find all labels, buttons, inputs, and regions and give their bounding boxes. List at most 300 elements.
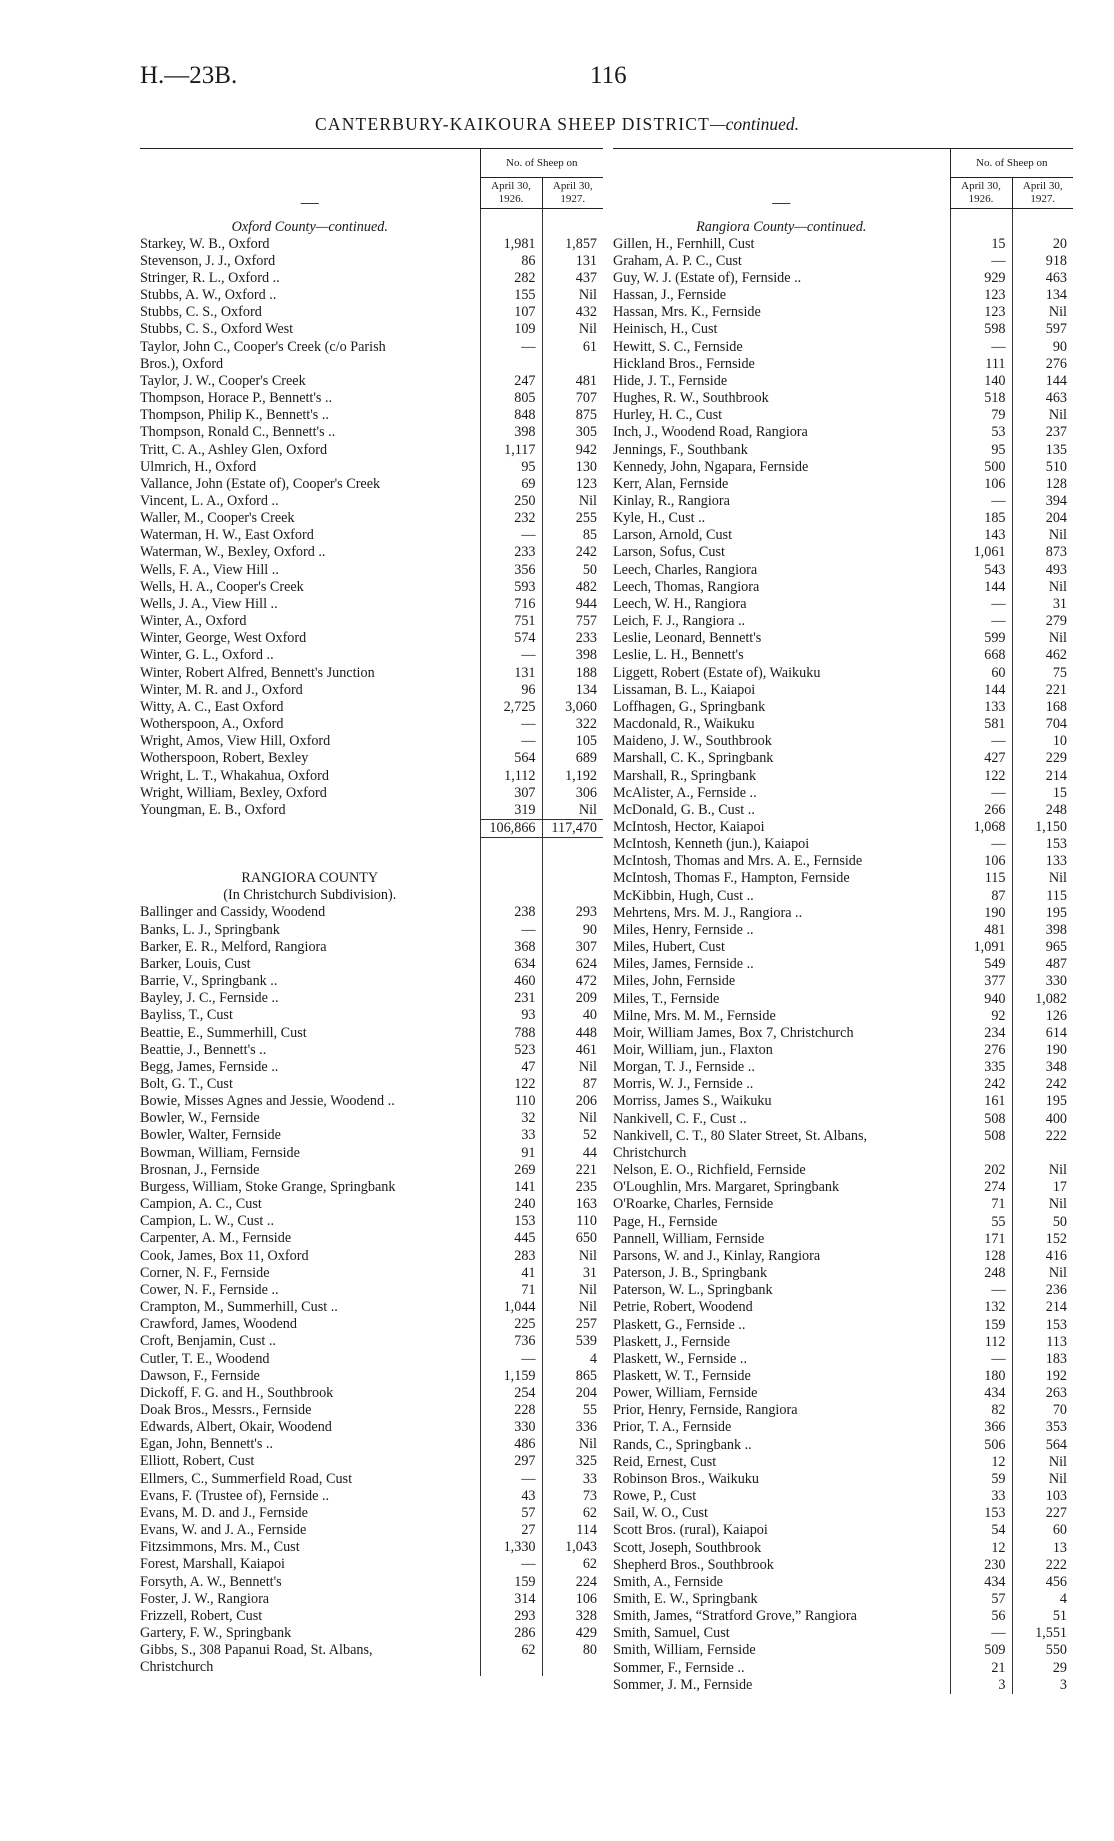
owner-name-cell: Banks, L. J., Springbank bbox=[140, 921, 280, 938]
table-row bbox=[613, 1625, 1073, 1642]
owner-name-cell: Robinson Bros., Waikuku bbox=[613, 1470, 759, 1487]
table-row bbox=[613, 1214, 1073, 1231]
count-1926-cell: 140 bbox=[950, 373, 1012, 390]
owner-name-cell: Christchurch bbox=[140, 1659, 214, 1676]
owner-name-cell: Hassan, Mrs. K., Fernside bbox=[613, 304, 761, 321]
table-row bbox=[613, 1282, 1073, 1299]
rangiora-subdivision-label: (In Christchurch Subdivision). bbox=[223, 887, 397, 904]
owner-name-cell: Bayley, J. C., Fernside .. bbox=[140, 990, 279, 1007]
owner-name-cell: O'Roarke, Charles, Fernside bbox=[613, 1196, 774, 1213]
owner-name-cell: Leich, F. J., Rangiora .. bbox=[613, 613, 746, 630]
table-row bbox=[613, 579, 1073, 596]
owner-name-cell: Bowie, Misses Agnes and Jessie, Woodend .. bbox=[140, 1093, 395, 1110]
count-1927-cell: Nil bbox=[542, 802, 603, 820]
count-1927-cell: 564 bbox=[1012, 1437, 1073, 1454]
table-row bbox=[613, 905, 1073, 922]
count-1927-cell: 29 bbox=[1012, 1660, 1073, 1677]
count-1927-cell: Nil bbox=[1012, 527, 1073, 544]
count-1927-cell: Nil bbox=[542, 1059, 603, 1076]
table-row bbox=[613, 236, 1073, 253]
table-row bbox=[140, 990, 603, 1007]
owner-name-cell: Hewitt, S. C., Fernside bbox=[613, 338, 743, 355]
count-1927-cell: 461 bbox=[542, 1042, 603, 1059]
table-row bbox=[613, 1454, 1073, 1471]
count-1927-cell: 229 bbox=[1012, 750, 1073, 767]
owner-name-cell: Bolt, G. T., Cust bbox=[140, 1076, 233, 1092]
count-1927-cell: 322 bbox=[542, 716, 603, 733]
count-1926-cell: 59 bbox=[950, 1471, 1012, 1488]
empty-cell bbox=[480, 860, 542, 887]
count-1926-cell: — bbox=[950, 733, 1012, 750]
owner-name-cell: Kinlay, R., Rangiora bbox=[613, 493, 730, 509]
owner-name-cell: Crawford, James, Woodend bbox=[140, 1316, 297, 1333]
table-row bbox=[613, 442, 1073, 459]
table-row bbox=[613, 1248, 1073, 1265]
count-1927-cell: Nil bbox=[542, 1282, 603, 1299]
count-1926-cell: 91 bbox=[480, 1145, 542, 1162]
table-row bbox=[613, 1111, 1073, 1128]
count-1926-cell: — bbox=[950, 253, 1012, 270]
owner-name-cell: Bayliss, T., Cust bbox=[140, 1007, 233, 1024]
count-1927-cell: 248 bbox=[1012, 802, 1073, 819]
owner-name-cell: Leech, Thomas, Rangiora bbox=[613, 578, 760, 595]
table-row bbox=[613, 956, 1073, 973]
table-row bbox=[613, 1299, 1073, 1316]
table-row bbox=[613, 922, 1073, 939]
count-1927-cell: 237 bbox=[1012, 424, 1073, 441]
count-1926-cell: 668 bbox=[950, 647, 1012, 664]
count-1927-cell: 103 bbox=[1012, 1488, 1073, 1505]
count-1927-cell: 128 bbox=[1012, 476, 1073, 493]
count-1927-cell: 214 bbox=[1012, 1299, 1073, 1316]
count-1926-cell: 123 bbox=[950, 287, 1012, 304]
owner-name-cell: Winter, G. L., Oxford .. bbox=[140, 647, 274, 664]
owner-name-cell: Wright, Amos, View Hill, Oxford bbox=[140, 733, 331, 750]
owner-name-cell: Stubbs, C. S., Oxford West bbox=[140, 321, 294, 338]
count-1926-cell: 1,068 bbox=[950, 819, 1012, 836]
owner-name-cell: Morgan, T. J., Fernside .. bbox=[613, 1059, 755, 1076]
count-1927-cell: 757 bbox=[542, 613, 603, 630]
count-1926-cell: 1,044 bbox=[480, 1299, 542, 1316]
count-1926-cell: 500 bbox=[950, 459, 1012, 476]
table-row bbox=[613, 356, 1073, 373]
count-1926-cell: 276 bbox=[950, 1042, 1012, 1059]
table-row bbox=[613, 493, 1073, 510]
count-1927-cell: 437 bbox=[542, 270, 603, 287]
count-1926-cell: 293 bbox=[480, 1608, 542, 1625]
count-1926-cell: 282 bbox=[480, 270, 542, 287]
table-row bbox=[613, 1059, 1073, 1076]
table-row bbox=[140, 733, 603, 750]
table-row bbox=[140, 1505, 603, 1522]
count-1926-cell: 940 bbox=[950, 991, 1012, 1008]
count-1926-cell: — bbox=[480, 922, 542, 939]
count-1926-cell: 240 bbox=[480, 1196, 542, 1213]
count-1926-cell: 54 bbox=[950, 1522, 1012, 1539]
table-row bbox=[140, 390, 603, 407]
count-1926-cell: 230 bbox=[950, 1557, 1012, 1574]
owner-name-cell: Wells, J. A., View Hill .. bbox=[140, 595, 278, 612]
count-1927-cell: 227 bbox=[1012, 1505, 1073, 1522]
owner-name-cell: Rowe, P., Cust bbox=[613, 1488, 697, 1505]
owner-name-cell: Power, William, Fernside bbox=[613, 1385, 758, 1402]
table-row bbox=[140, 544, 603, 561]
count-1926-cell: — bbox=[950, 785, 1012, 802]
owner-name-cell: Petrie, Robert, Woodend bbox=[613, 1299, 753, 1316]
table-row bbox=[140, 939, 603, 956]
count-1927-cell: 44 bbox=[542, 1145, 603, 1162]
count-1926-cell: 79 bbox=[950, 407, 1012, 424]
owner-name-cell: Miles, T., Fernside bbox=[613, 990, 720, 1007]
owner-name-cell: McIntosh, Thomas F., Hampton, Fernside bbox=[613, 870, 850, 887]
owner-name-cell: Morris, W. J., Fernside .. bbox=[613, 1076, 754, 1093]
table-row bbox=[613, 1093, 1073, 1110]
owner-name-cell: Marshall, R., Springbank bbox=[613, 767, 757, 784]
count-1927-cell: 195 bbox=[1012, 1093, 1073, 1110]
table-row bbox=[140, 1488, 603, 1505]
owner-name-cell: Hide, J. T., Fernside bbox=[613, 372, 728, 389]
count-1926-cell: 335 bbox=[950, 1059, 1012, 1076]
count-1927-cell: 55 bbox=[542, 1402, 603, 1419]
total-1926-cell: 106,866 bbox=[480, 819, 542, 837]
count-1927-cell: 126 bbox=[1012, 1008, 1073, 1025]
owner-name-cell: Cook, James, Box 11, Oxford bbox=[140, 1247, 309, 1264]
count-1926-cell: 805 bbox=[480, 390, 542, 407]
table-row bbox=[613, 1128, 1073, 1145]
count-1926-cell: — bbox=[950, 1625, 1012, 1642]
count-1926-cell: 330 bbox=[480, 1419, 542, 1436]
count-1927-cell bbox=[1012, 1145, 1073, 1162]
owner-name-cell: Campion, L. W., Cust .. bbox=[140, 1213, 275, 1230]
count-1926-cell: 593 bbox=[480, 579, 542, 596]
owner-name-cell: Ellmers, C., Summerfield Road, Cust bbox=[140, 1470, 353, 1487]
owner-name-cell: Hurley, H. C., Cust bbox=[613, 407, 723, 424]
page-number: 116 bbox=[590, 62, 627, 89]
count-1926-cell: 27 bbox=[480, 1522, 542, 1539]
count-1927-cell: 4 bbox=[542, 1351, 603, 1368]
count-1927-cell: 214 bbox=[1012, 768, 1073, 785]
owner-name-cell: Crampton, M., Summerhill, Cust .. bbox=[140, 1299, 338, 1316]
count-1927-cell: Nil bbox=[542, 321, 603, 338]
count-1926-cell: 247 bbox=[480, 373, 542, 390]
owner-name-cell: Evans, F. (Trustee of), Fernside .. bbox=[140, 1487, 330, 1504]
count-1927-cell: 255 bbox=[542, 510, 603, 527]
owner-name-cell: Larson, Arnold, Cust bbox=[613, 527, 733, 544]
count-1926-cell: — bbox=[950, 1351, 1012, 1368]
count-1927-cell: 307 bbox=[542, 939, 603, 956]
table-row bbox=[140, 424, 603, 441]
owner-name-cell: Ulmrich, H., Oxford bbox=[140, 458, 257, 475]
count-1926-cell: 33 bbox=[480, 1127, 542, 1144]
owner-name-cell: Scott Bros. (rural), Kaiapoi bbox=[613, 1522, 768, 1539]
count-1926-cell: 106 bbox=[950, 853, 1012, 870]
count-1927-cell: Nil bbox=[542, 493, 603, 510]
owner-name-cell: Egan, John, Bennett's .. bbox=[140, 1436, 273, 1453]
rangiora-county-continued-heading: Rangiora County—continued. bbox=[696, 218, 867, 235]
count-1927-cell: 400 bbox=[1012, 1111, 1073, 1128]
table-row bbox=[140, 1402, 603, 1419]
owner-name-cell: Sommer, J. M., Fernside bbox=[613, 1676, 753, 1693]
count-1926-cell: 47 bbox=[480, 1059, 542, 1076]
owner-name-cell: Prior, Henry, Fernside, Rangiora bbox=[613, 1402, 798, 1419]
count-1926-cell: 92 bbox=[950, 1008, 1012, 1025]
owner-name-cell: Hassan, J., Fernside bbox=[613, 287, 727, 304]
table-row bbox=[140, 1110, 603, 1127]
table-row bbox=[140, 802, 603, 820]
count-1927-cell: 689 bbox=[542, 750, 603, 767]
count-1927-cell: Nil bbox=[1012, 1471, 1073, 1488]
count-1926-cell: 143 bbox=[950, 527, 1012, 544]
count-1926-cell: 107 bbox=[480, 304, 542, 321]
empty-cell bbox=[542, 860, 603, 887]
page-header bbox=[140, 62, 1050, 92]
count-1926-cell: 307 bbox=[480, 785, 542, 802]
count-1926-cell: — bbox=[480, 733, 542, 750]
owner-name-cell: Winter, George, West Oxford bbox=[140, 630, 307, 647]
table-row bbox=[140, 1591, 603, 1608]
count-1927-cell: 597 bbox=[1012, 321, 1073, 338]
table-row bbox=[613, 973, 1073, 990]
count-1927-cell: 1,857 bbox=[542, 236, 603, 253]
count-1926-cell: 123 bbox=[950, 304, 1012, 321]
table-row bbox=[613, 1574, 1073, 1591]
table-row bbox=[140, 1574, 603, 1591]
table-row bbox=[140, 1145, 603, 1162]
page-title-suffix: —continued. bbox=[710, 114, 799, 134]
count-1927-cell: 242 bbox=[542, 544, 603, 561]
owner-name-cell: Nankivell, C. T., 80 Slater Street, St. Albans, bbox=[613, 1127, 868, 1144]
count-1926-cell: 132 bbox=[950, 1299, 1012, 1316]
table-row bbox=[140, 1556, 603, 1573]
table-row bbox=[613, 1437, 1073, 1454]
count-1927-cell: 33 bbox=[542, 1471, 603, 1488]
owner-name-cell: Waller, M., Cooper's Creek bbox=[140, 510, 295, 527]
table-row bbox=[140, 373, 603, 390]
owner-name-cell: Inch, J., Woodend Road, Rangiora bbox=[613, 424, 808, 441]
count-1926-cell: 1,061 bbox=[950, 544, 1012, 561]
count-1927-cell: 40 bbox=[542, 1007, 603, 1024]
count-1926-cell: 549 bbox=[950, 956, 1012, 973]
count-1927-cell: 510 bbox=[1012, 459, 1073, 476]
count-1926-cell: 1,330 bbox=[480, 1539, 542, 1556]
count-1926-cell: 161 bbox=[950, 1093, 1012, 1110]
count-1927-cell: 85 bbox=[542, 527, 603, 544]
table-row bbox=[140, 1385, 603, 1402]
count-1927-cell: Nil bbox=[542, 287, 603, 304]
table-row bbox=[140, 442, 603, 459]
table-row bbox=[140, 407, 603, 424]
owner-name-cell: Thompson, Ronald C., Bennett's .. bbox=[140, 424, 336, 441]
owner-name-cell: Winter, M. R. and J., Oxford bbox=[140, 681, 303, 698]
count-1927-cell: Nil bbox=[542, 1248, 603, 1265]
owner-name-cell: Lissaman, B. L., Kaiapoi bbox=[613, 681, 756, 698]
owner-name-cell: Larson, Sofus, Cust bbox=[613, 544, 725, 561]
owner-name-cell: Wotherspoon, Robert, Bexley bbox=[140, 750, 309, 767]
owner-name-cell: Scott, Joseph, Southbrook bbox=[613, 1539, 762, 1556]
count-1926-cell: 122 bbox=[950, 768, 1012, 785]
count-1926-cell bbox=[480, 356, 542, 373]
count-1926-cell: 283 bbox=[480, 1248, 542, 1265]
owner-name-cell: Vincent, L. A., Oxford .. bbox=[140, 493, 279, 509]
count-1926-cell: 171 bbox=[950, 1231, 1012, 1248]
table-row bbox=[613, 939, 1073, 956]
table-row bbox=[613, 304, 1073, 321]
name-column-header: — bbox=[613, 149, 950, 209]
count-1926-cell: 286 bbox=[480, 1625, 542, 1642]
table-row bbox=[140, 1093, 603, 1110]
count-1927-cell: 550 bbox=[1012, 1642, 1073, 1659]
owner-name-cell: Moir, William, jun., Flaxton bbox=[613, 1042, 773, 1058]
owner-name-cell: Gartery, F. W., Springbank bbox=[140, 1625, 292, 1641]
count-1927-cell: 224 bbox=[542, 1574, 603, 1591]
count-1926-cell: — bbox=[480, 339, 542, 356]
page-code: H.—23B. bbox=[140, 62, 238, 89]
count-1927-cell: 75 bbox=[1012, 665, 1073, 682]
table-row bbox=[613, 888, 1073, 905]
count-1927-cell: 135 bbox=[1012, 442, 1073, 459]
table-row bbox=[613, 802, 1073, 819]
table-row bbox=[613, 1368, 1073, 1385]
count-1927-cell: 61 bbox=[542, 339, 603, 356]
count-1927-cell: 873 bbox=[1012, 544, 1073, 561]
owner-name-cell: Fitzsimmons, Mrs. M., Cust bbox=[140, 1539, 300, 1556]
count-1927-cell: 4 bbox=[1012, 1591, 1073, 1608]
owner-name-cell: Morriss, James S., Waikuku bbox=[613, 1093, 772, 1110]
count-1927-cell: 114 bbox=[542, 1522, 603, 1539]
owner-name-cell: Waterman, H. W., East Oxford bbox=[140, 527, 314, 544]
owner-name-cell: Smith, A., Fernside bbox=[613, 1573, 723, 1590]
count-1926-cell: — bbox=[950, 613, 1012, 630]
count-1927-cell: 17 bbox=[1012, 1179, 1073, 1196]
owner-name-cell: Smith, Samuel, Cust bbox=[613, 1625, 730, 1642]
table-row bbox=[140, 750, 603, 767]
count-1926-cell: 231 bbox=[480, 990, 542, 1007]
count-1927-cell: 353 bbox=[1012, 1419, 1073, 1436]
owner-name-cell: Gibbs, S., 308 Papanui Road, St. Albans, bbox=[140, 1642, 373, 1659]
count-1926-cell: 153 bbox=[480, 1213, 542, 1230]
count-1927-cell: 865 bbox=[542, 1368, 603, 1385]
count-1927-cell: 448 bbox=[542, 1025, 603, 1042]
page-title-main: CANTERBURY-KAIKOURA SHEEP DISTRICT bbox=[315, 114, 711, 134]
count-1926-cell: 53 bbox=[950, 424, 1012, 441]
owner-name-cell: Plaskett, J., Fernside bbox=[613, 1333, 731, 1350]
count-1926-cell: 509 bbox=[950, 1642, 1012, 1659]
count-1926-cell: — bbox=[480, 1471, 542, 1488]
table-row bbox=[613, 819, 1073, 836]
count-1926-cell: — bbox=[950, 836, 1012, 853]
owner-name-cell: Christchurch bbox=[613, 1144, 687, 1161]
count-1927-cell: Nil bbox=[1012, 1454, 1073, 1471]
count-1927-cell: 113 bbox=[1012, 1334, 1073, 1351]
count-1926-cell: 599 bbox=[950, 630, 1012, 647]
count-1927-cell: 192 bbox=[1012, 1368, 1073, 1385]
owner-name-cell: Foster, J. W., Rangiora bbox=[140, 1590, 270, 1607]
count-1927-cell: 133 bbox=[1012, 853, 1073, 870]
table-row bbox=[613, 562, 1073, 579]
count-1927-cell: 60 bbox=[1012, 1522, 1073, 1539]
owner-name-cell: Beattie, E., Summerhill, Cust bbox=[140, 1024, 307, 1041]
count-1926-cell bbox=[480, 1659, 542, 1676]
count-1926-cell: 43 bbox=[480, 1488, 542, 1505]
count-1926-cell: 434 bbox=[950, 1385, 1012, 1402]
owner-name-cell: McIntosh, Hector, Kaiapoi bbox=[613, 818, 765, 835]
owner-name-cell: Beattie, J., Bennett's .. bbox=[140, 1041, 267, 1058]
count-1927-cell: Nil bbox=[1012, 630, 1073, 647]
owner-name-cell: Marshall, C. K., Springbank bbox=[613, 750, 774, 767]
count-1926-cell: — bbox=[950, 493, 1012, 510]
table-row bbox=[140, 1196, 603, 1213]
count-1927-cell: 73 bbox=[542, 1488, 603, 1505]
count-1927-cell: 539 bbox=[542, 1333, 603, 1350]
rangiora-county-heading: RANGIORA COUNTY bbox=[241, 870, 379, 887]
count-1927-cell: 416 bbox=[1012, 1248, 1073, 1265]
owner-name-cell: Plaskett, W. T., Fernside bbox=[613, 1367, 751, 1384]
count-1926-cell: 1,117 bbox=[480, 442, 542, 459]
count-1927-cell: 336 bbox=[542, 1419, 603, 1436]
owner-name-cell: Dickoff, F. G. and H., Southbrook bbox=[140, 1384, 334, 1401]
count-1926-cell: 69 bbox=[480, 476, 542, 493]
owner-name-cell: Leslie, Leonard, Bennett's bbox=[613, 630, 762, 647]
owner-name-cell: Stringer, R. L., Oxford .. bbox=[140, 269, 280, 286]
table-row bbox=[140, 1316, 603, 1333]
owner-name-cell: Cutler, T. E., Woodend bbox=[140, 1350, 270, 1367]
count-1926-cell: 71 bbox=[480, 1282, 542, 1299]
name-column-header: — bbox=[140, 149, 480, 209]
table-row bbox=[613, 1608, 1073, 1625]
count-1926-cell: 581 bbox=[950, 716, 1012, 733]
owner-name-cell: Bowler, W., Fernside bbox=[140, 1110, 260, 1127]
count-1926-cell: 128 bbox=[950, 1248, 1012, 1265]
table-row bbox=[613, 1025, 1073, 1042]
table-row bbox=[613, 1642, 1073, 1659]
count-1927-cell: 110 bbox=[542, 1213, 603, 1230]
count-1926-cell: 564 bbox=[480, 750, 542, 767]
count-1927-cell: 306 bbox=[542, 785, 603, 802]
table-row bbox=[140, 1539, 603, 1556]
owner-name-cell: McIntosh, Kenneth (jun.), Kaiapoi bbox=[613, 836, 810, 853]
table-row bbox=[140, 1282, 603, 1299]
count-1927-cell: 206 bbox=[542, 1093, 603, 1110]
count-1927-cell: 348 bbox=[1012, 1059, 1073, 1076]
count-1927-cell: 204 bbox=[542, 1385, 603, 1402]
county-heading-row bbox=[140, 860, 603, 887]
left-table bbox=[140, 148, 603, 1676]
owner-name-cell: Wright, William, Bexley, Oxford bbox=[140, 784, 327, 801]
count-1927-cell: 152 bbox=[1012, 1231, 1073, 1248]
table-row bbox=[613, 1162, 1073, 1179]
count-1926-cell: 112 bbox=[950, 1334, 1012, 1351]
table-row bbox=[140, 1625, 603, 1642]
count-1927-cell: 51 bbox=[1012, 1608, 1073, 1625]
count-1927-cell: Nil bbox=[1012, 579, 1073, 596]
count-1926-cell: 95 bbox=[480, 459, 542, 476]
count-1926-cell: 233 bbox=[480, 544, 542, 561]
count-1927-cell: 13 bbox=[1012, 1540, 1073, 1557]
count-1927-cell: 20 bbox=[1012, 236, 1073, 253]
count-1926-cell: 159 bbox=[950, 1317, 1012, 1334]
count-1926-cell: 225 bbox=[480, 1316, 542, 1333]
owner-name-cell: Smith, William, Fernside bbox=[613, 1642, 756, 1659]
count-1926-cell: 87 bbox=[950, 888, 1012, 905]
table-row bbox=[613, 733, 1073, 750]
count-1927-cell: 130 bbox=[542, 459, 603, 476]
owner-name-cell: Bowman, William, Fernside bbox=[140, 1144, 300, 1161]
count-1926-cell: 185 bbox=[950, 510, 1012, 527]
year-1926-header: April 30, 1926. bbox=[950, 178, 1012, 209]
count-1927-cell: 90 bbox=[1012, 339, 1073, 356]
count-1926-cell: 508 bbox=[950, 1111, 1012, 1128]
table-row bbox=[140, 579, 603, 596]
